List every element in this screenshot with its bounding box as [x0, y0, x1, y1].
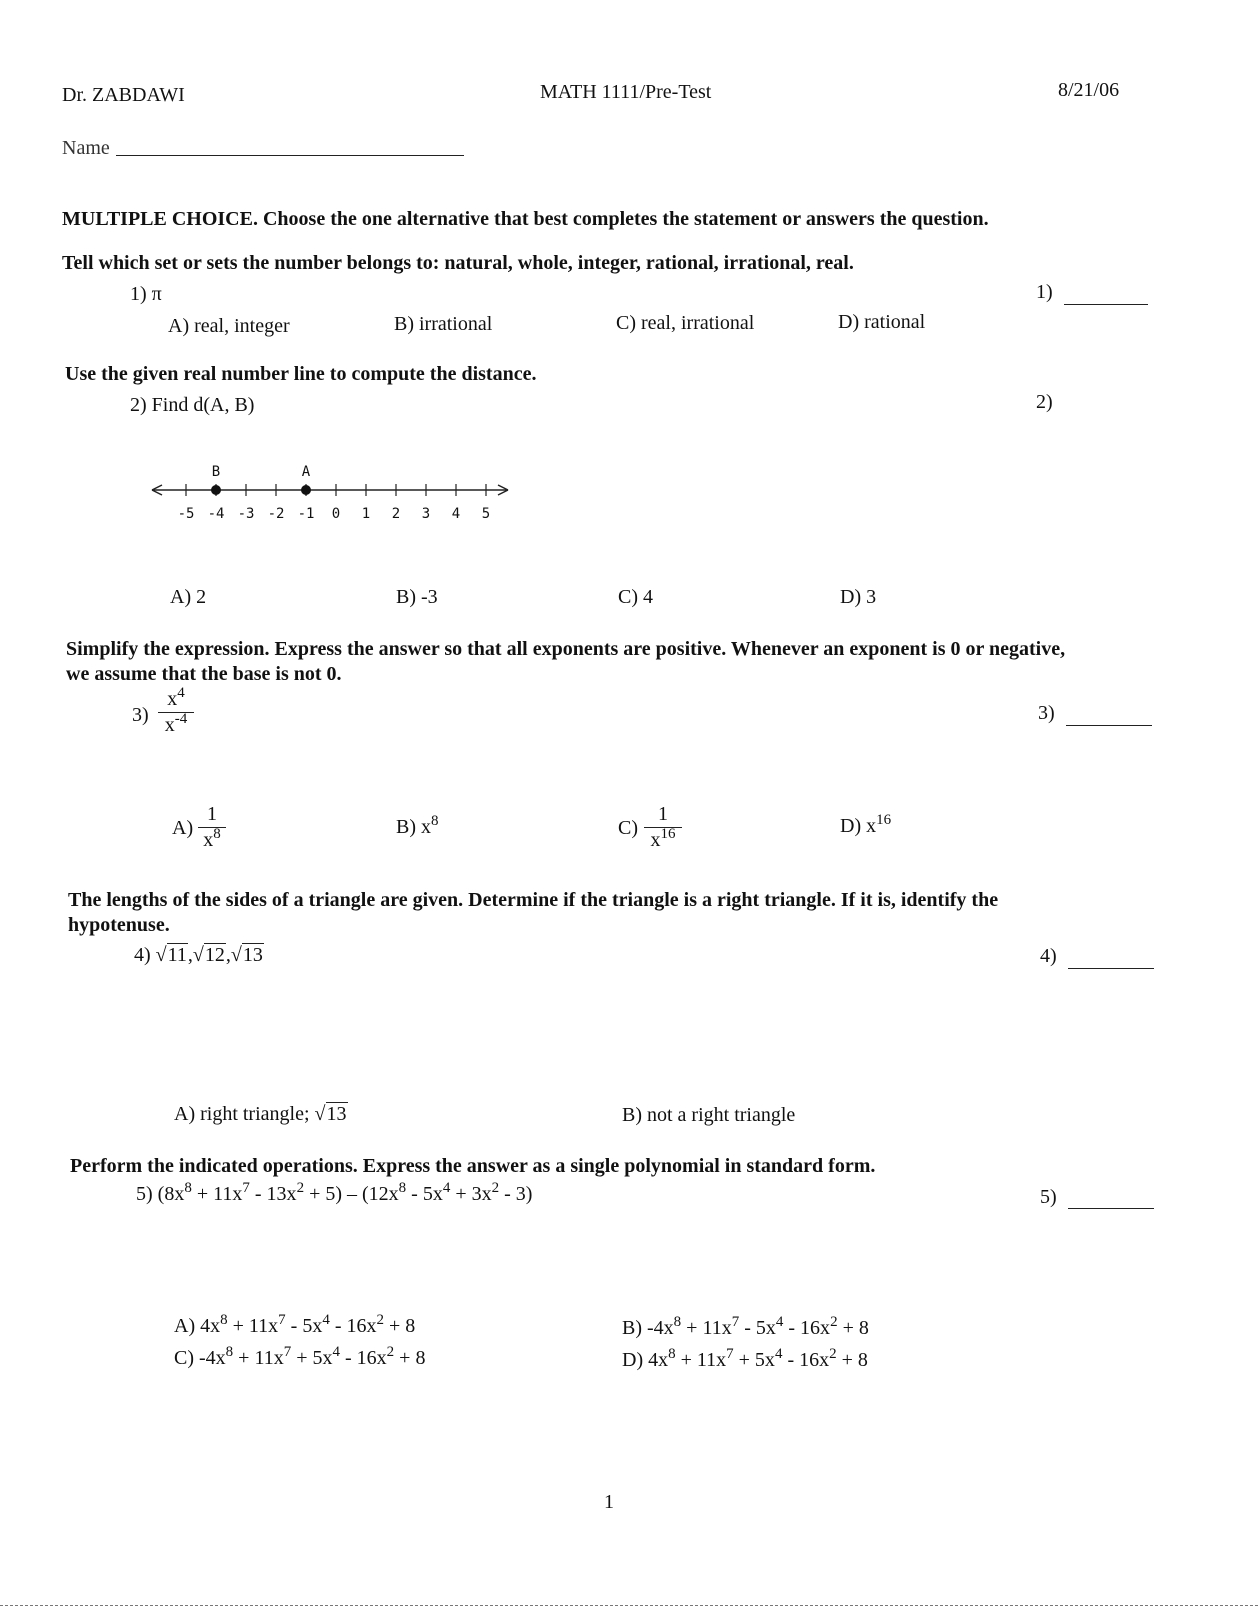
term: - 3): [499, 1183, 533, 1205]
question-5: [136, 1180, 533, 1206]
section2-heading: Use the given real number line to compute the distance.: [65, 363, 537, 385]
choice-3d: D) $x^{16}$: [840, 812, 892, 837]
question-4-label: 4): [134, 944, 151, 966]
answer-3-line: [1066, 725, 1152, 726]
number-line-point-b: [211, 485, 221, 495]
choice-2d: D) 3: [840, 586, 877, 608]
answer-5-label: 5): [1040, 1186, 1057, 1208]
exponent: 2: [296, 1180, 305, 1196]
instructor-name: Dr. ZABDAWI: [62, 84, 185, 106]
number-line-tick-label: 1: [361, 506, 371, 522]
term: A) 4x: [174, 1315, 221, 1337]
choice-5d: [622, 1346, 868, 1372]
exponent: 8: [668, 1346, 676, 1362]
question-1-text: π: [151, 283, 162, 305]
question-2-label: 2): [130, 394, 147, 416]
exponent: 7: [242, 1180, 250, 1196]
number-line-tick-label: 5: [481, 506, 491, 522]
answer-1-line: [1064, 304, 1148, 305]
term: + 11x: [227, 1315, 279, 1337]
section3-heading-line1: Simplify the expression. Express the answer so that all exponents are positive. Whenever an exponent is 0 or negative,: [66, 638, 1066, 660]
exponent: 8: [184, 1180, 192, 1196]
term: (8x: [157, 1183, 185, 1205]
choice-4b: B) not a right triangle: [622, 1104, 796, 1126]
term: B) -4x: [622, 1317, 674, 1339]
exponent: 8: [398, 1180, 407, 1196]
question-3-numerator: $x^4$: [167, 685, 185, 710]
exponent: 2: [829, 1346, 837, 1362]
term: - 16x: [329, 1315, 377, 1337]
term: + 8: [836, 1349, 868, 1371]
number-line-point-a: [301, 485, 311, 495]
choice-1d: D) rational: [838, 311, 926, 333]
section3-heading-line2: we assume that the base is not 0.: [66, 663, 342, 685]
sqrt-13: √13: [230, 944, 263, 966]
choice-5a: [174, 1312, 416, 1338]
choice-3c-fraction: 1 $x^{16}$: [644, 803, 682, 852]
number-line-point-label: B: [211, 464, 221, 480]
name-line: [116, 155, 464, 156]
term: - 5x: [285, 1315, 323, 1337]
exponent: 2: [491, 1180, 500, 1196]
number-line-tick-label: 4: [451, 506, 461, 522]
exponent: 8: [225, 1344, 234, 1360]
term: C) -4x: [174, 1347, 226, 1369]
exponent: 4: [322, 1312, 330, 1328]
term: + 8: [384, 1315, 416, 1337]
course-title: MATH 1111/Pre-Test: [540, 81, 712, 103]
choice-1c: C) real, irrational: [616, 312, 755, 334]
question-3-denominator: $x^{-4}$: [164, 711, 188, 736]
test-date: 8/21/06: [1058, 79, 1120, 101]
number-line-tick-label: -3: [237, 506, 255, 522]
term: - 13x: [249, 1183, 297, 1205]
sqrt-11: √11: [155, 944, 187, 966]
section5-heading: Perform the indicated operations. Express the answer as a single polynomial in standard form.: [70, 1155, 876, 1177]
term: + 11x: [675, 1349, 727, 1371]
answer-4-label: 4): [1040, 945, 1057, 967]
number-line: [148, 456, 528, 526]
choice-2b: B) -3: [396, 586, 438, 608]
term: + 11x: [681, 1317, 732, 1339]
term: - 5x: [406, 1183, 443, 1205]
name-label: Name: [62, 137, 110, 159]
term: + 11x: [191, 1183, 243, 1205]
choice-3a-label: A): [172, 817, 194, 839]
exponent: 4: [332, 1344, 340, 1360]
number-line-tick-label: 3: [421, 506, 431, 522]
exponent: 7: [278, 1312, 286, 1328]
section1-heading: Tell which set or sets the number belongs to: natural, whole, integer, rational, irrational, real.: [62, 252, 854, 274]
question-2: [130, 394, 254, 417]
term: - 5x: [739, 1317, 776, 1339]
page-bottom-edge: [0, 1605, 1258, 1610]
question-2-text: Find d(A, B): [151, 394, 255, 416]
number-line-tick-label: -5: [177, 506, 195, 522]
answer-1-label: 1): [1036, 281, 1053, 303]
term: + 8: [394, 1347, 426, 1369]
term: + 3x: [450, 1183, 492, 1205]
exponent: 4: [774, 1346, 783, 1362]
term: - 16x: [782, 1349, 830, 1371]
number-line-tick-label: -1: [297, 506, 315, 522]
answer-3-label: 3): [1038, 702, 1055, 724]
term: + 8: [837, 1317, 869, 1339]
number-line-tick-label: -2: [267, 506, 285, 522]
sqrt-12: √12: [192, 944, 225, 966]
instructions: MULTIPLE CHOICE. Choose the one alternative that best completes the statement or answers the question.: [62, 208, 989, 230]
term: + 5x: [733, 1349, 775, 1371]
choice-5b: [622, 1314, 869, 1340]
exponent: 7: [726, 1346, 734, 1362]
section4-heading-line1: The lengths of the sides of a triangle are given. Determine if the triangle is a right triangle. If it is, identify the: [68, 889, 999, 911]
question-1: [130, 283, 162, 306]
choice-3c-label: C): [618, 817, 638, 839]
choice-2c: C) 4: [618, 586, 653, 608]
question-4: 4) √11,√12,√13: [134, 944, 263, 966]
exponent: 8: [673, 1314, 682, 1330]
choice-5c: [174, 1344, 426, 1370]
exponent: 4: [775, 1314, 784, 1330]
number-line-tick-label: -4: [207, 506, 225, 522]
exponent: 8: [220, 1312, 228, 1328]
term: + 11x: [233, 1347, 284, 1369]
term: + 5x: [291, 1347, 333, 1369]
choice-4a: A) right triangle; √13: [174, 1103, 347, 1125]
choice-1b: B) irrational: [394, 313, 493, 335]
question-5-label: 5): [136, 1183, 153, 1205]
exponent: 4: [442, 1180, 451, 1196]
question-5-expression: [157, 1180, 533, 1205]
term: + 5) – (12x: [304, 1183, 399, 1205]
exponent: 2: [386, 1344, 395, 1360]
term: - 16x: [783, 1317, 831, 1339]
exponent: 7: [283, 1344, 292, 1360]
question-3-fraction: [158, 685, 194, 737]
answer-5-line: [1068, 1208, 1154, 1209]
exponent: 7: [731, 1314, 740, 1330]
term: D) 4x: [622, 1349, 669, 1371]
answer-4-line: [1068, 968, 1154, 969]
number-line-tick-label: 2: [391, 506, 401, 522]
choice-3a-fraction: 1 $x^8$: [198, 803, 226, 852]
page-number: 1: [604, 1491, 614, 1513]
question-3-label: 3): [132, 704, 149, 726]
answer-2-label: 2): [1036, 391, 1053, 413]
choice-1a: A) real, integer: [168, 315, 290, 337]
term: - 16x: [340, 1347, 387, 1369]
choice-3b: B) $x^8$: [396, 813, 439, 838]
question-1-label: 1): [130, 283, 147, 305]
number-line-point-label: A: [301, 464, 311, 480]
section4-heading-line2: hypotenuse.: [68, 914, 170, 936]
choice-2a: A) 2: [170, 586, 207, 608]
exponent: 2: [830, 1314, 838, 1330]
exponent: 2: [376, 1312, 384, 1328]
number-line-tick-label: 0: [331, 506, 341, 522]
